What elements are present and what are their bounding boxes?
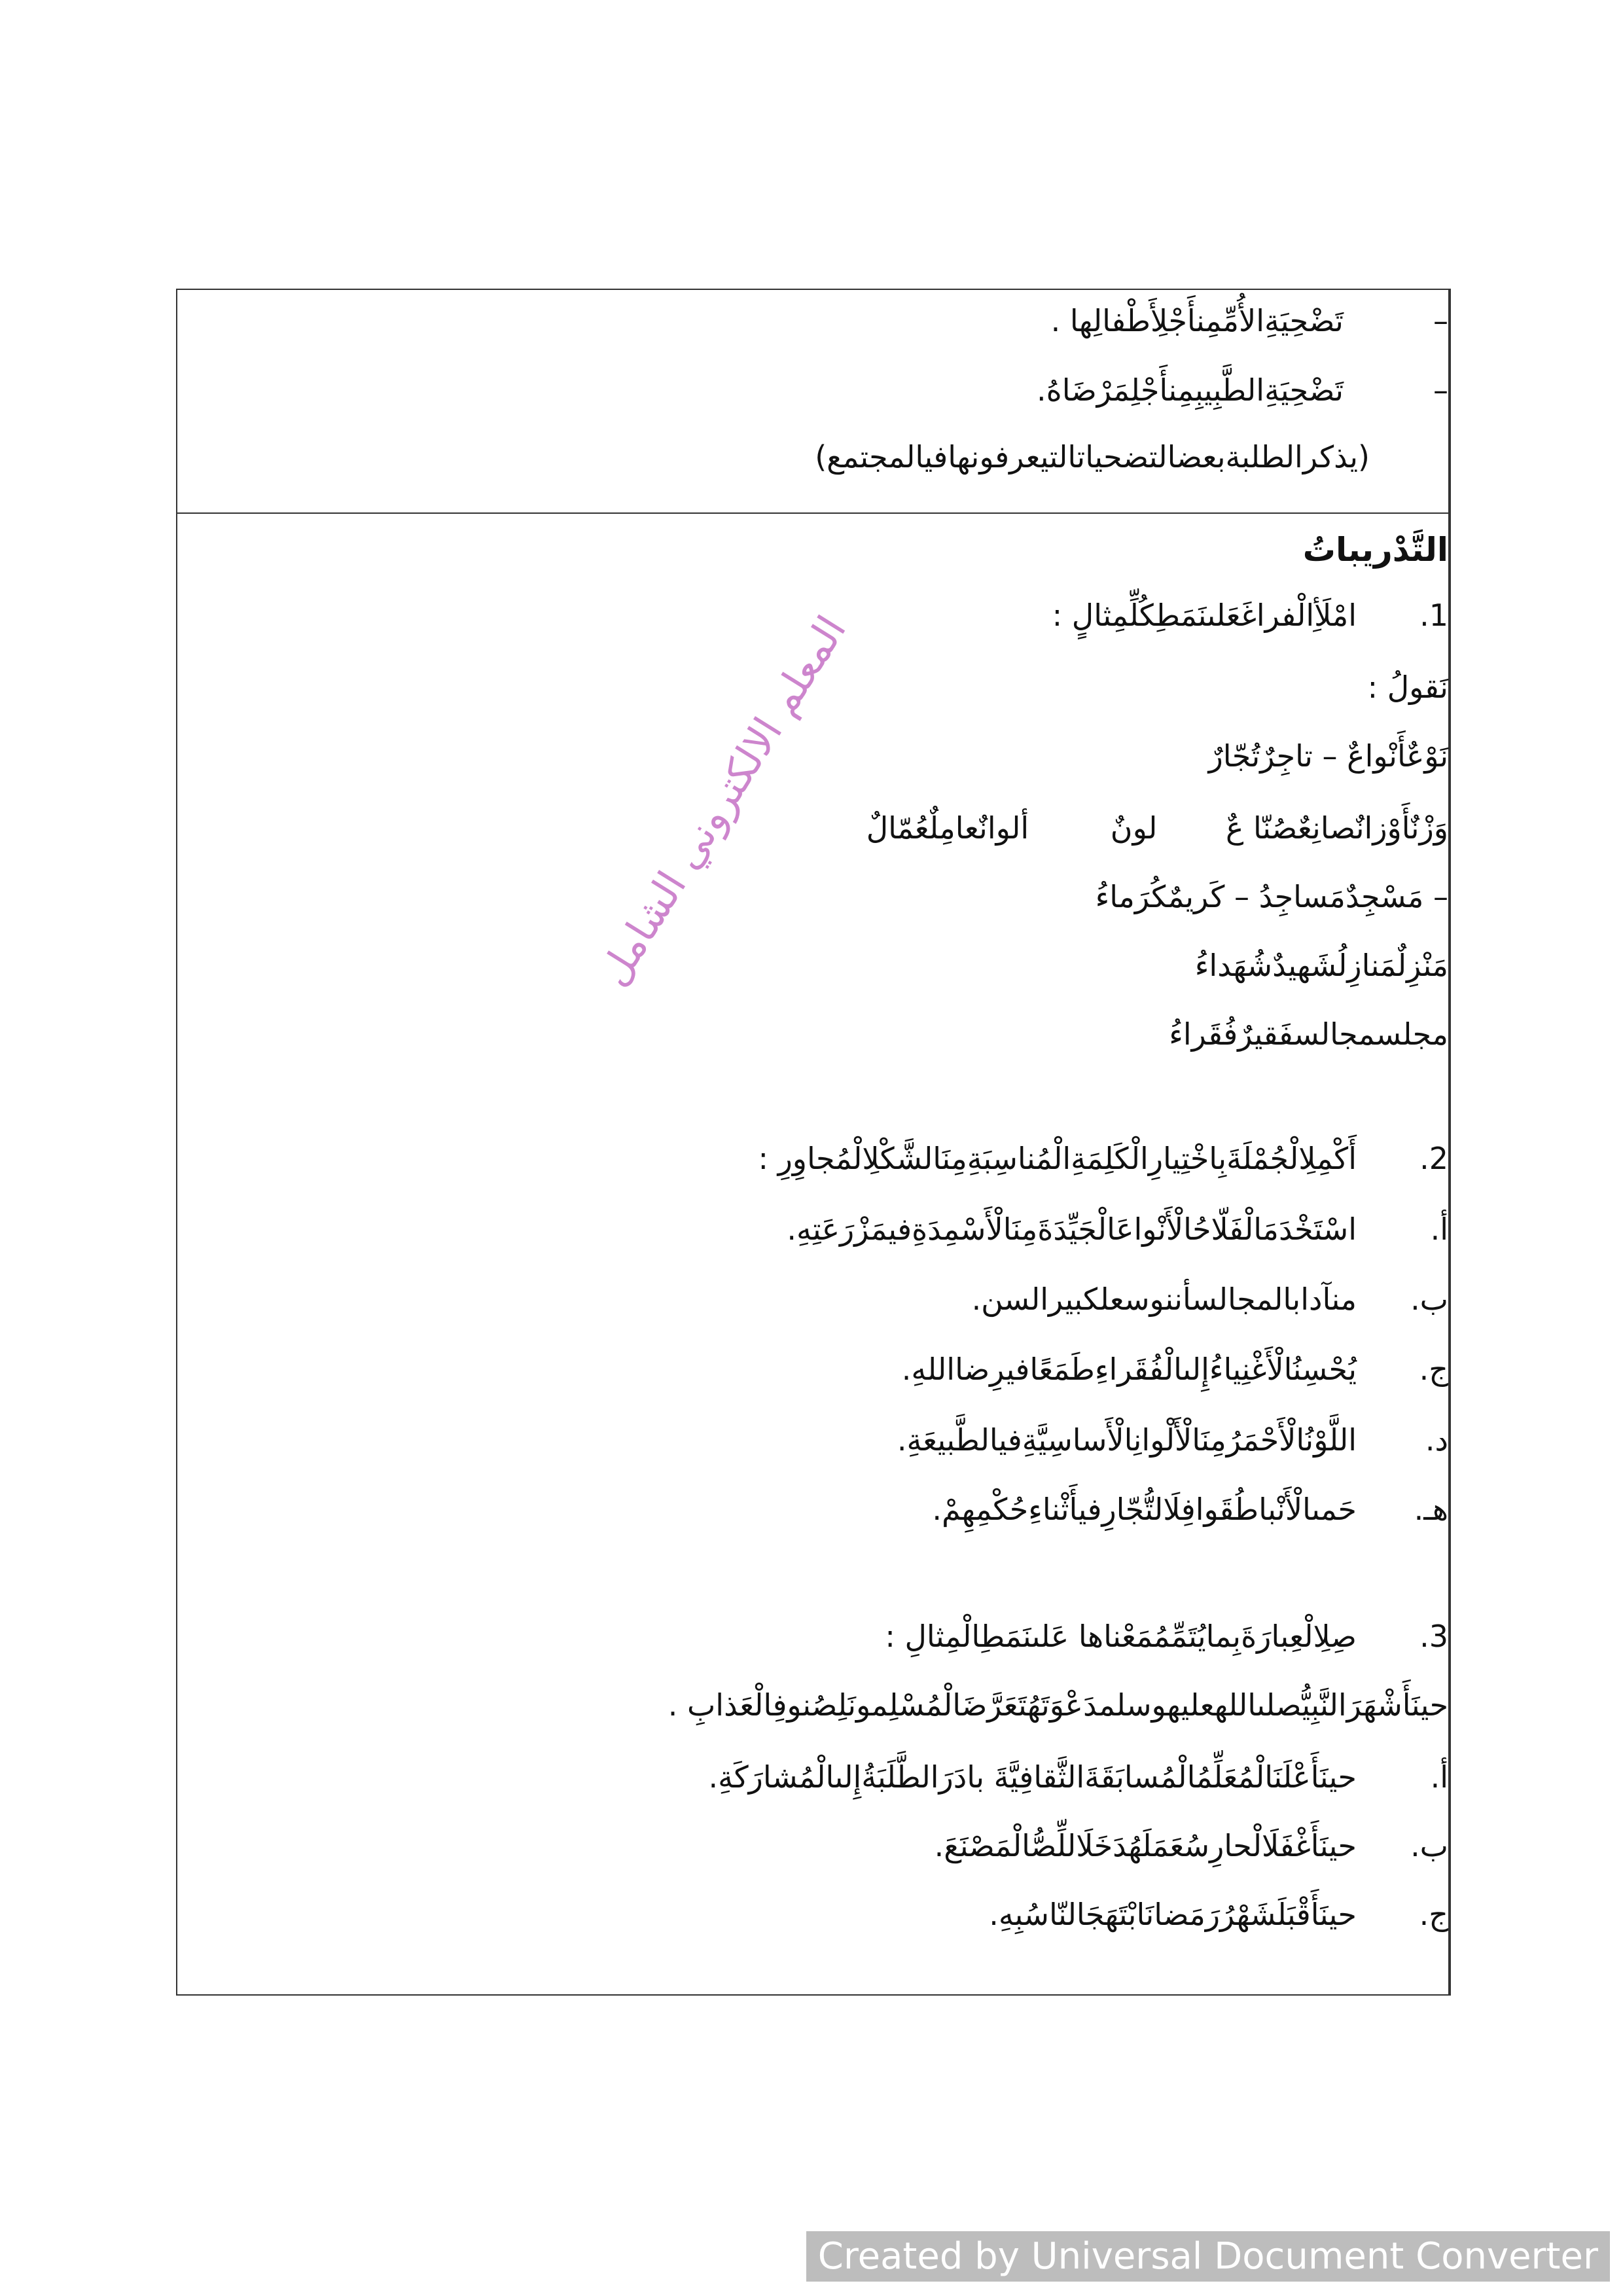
exercise-1-instruction: 1.امْلَأِالْفراغَعَلىنَمَطِكُلِّمِثالٍ : bbox=[1052, 598, 1448, 633]
exercise-1-line-1: نَوْعٌأَنْواعٌ – تاجِرٌتُجّارٌ bbox=[1208, 738, 1448, 774]
exercise-1-line-3: – مَسْجِدٌمَساجِدُ – كَريمٌكُرَماءُ bbox=[1095, 879, 1448, 914]
watermark: المعلم الالكتروني الشامل bbox=[589, 607, 855, 994]
exercise-1-line-5: مجلسمجالسفَقيرٌفُقَراءُ bbox=[1169, 1016, 1448, 1052]
exercise-2-item-c: ج.يُحْسِنُالْأَغْنِياءُإِلىالْفُقَراءِطَمَعًافيرِضااللهِ. bbox=[901, 1352, 1448, 1387]
table-row-exercises bbox=[177, 514, 1450, 1994]
exercise-3-instruction: 3.صِلِالْعِبارَةَبِمايُتَمِّمُمَعْناها عَلىنَمَطِالْمِثالِ : bbox=[885, 1619, 1448, 1654]
empty-side-cell bbox=[177, 290, 276, 512]
exercise-1-line-4: مَنْزِلٌمَنازِلُشَهيدٌشُهَداءُ bbox=[1194, 948, 1448, 983]
exercise-2-item-b: ب.منآدابالمجالسأننوسعلكبيرالسن. bbox=[971, 1282, 1448, 1317]
dash-marker: – bbox=[1433, 372, 1448, 408]
sacrifice-item-1: – تَضْحِيَةِالأُمِّمِنأَجْلِأَطْفالِها . bbox=[1050, 303, 1448, 338]
exercise-3-item-b: ب.حينَأَغْفَلَالْحارِسُعَمَلَهُدَخَلَاللِّصُّالْمَصْنَعَ. bbox=[934, 1828, 1448, 1863]
exercises-title: التَّدْريباتُ bbox=[1302, 531, 1448, 569]
exercise-1-line-2: وَزْنٌأَوْزانٌصانِعٌصُنّا عٌ لونٌ ألوانٌعامِلٌعُمّالٌ bbox=[866, 810, 1448, 846]
exercise-number: 2. bbox=[1419, 1141, 1448, 1176]
exercise-2-instruction: 2.أَكْمِلِالْجُمْلَةَبِاخْتِيارِالْكَلِمَةِالْمُناسِبَةِمِنَالشَّكْلِالْمُجاوِرِ : bbox=[758, 1141, 1448, 1176]
table-row-top bbox=[177, 290, 1450, 514]
exercise-1-intro: نَقولُ : bbox=[1367, 670, 1448, 705]
dash-marker: – bbox=[1433, 303, 1448, 338]
exercise-number: 1. bbox=[1419, 598, 1448, 633]
empty-side-cell bbox=[177, 514, 276, 1994]
exercise-2-item-e: هـ.حَمىالْأَنْباطُقَوافِلَالتُّجّارِفيأَثْناءِحُكْمِهِمْ. bbox=[932, 1492, 1448, 1527]
sacrifice-item-2: – تَضْحِيَةِالطَّبِيبِمِنأَجْلِمَرْضَاهُ. bbox=[1036, 372, 1448, 408]
teacher-note: (يذكرالطلبةبعضالتضحياتالتيعرفونهافيالمجتمع) bbox=[815, 439, 1370, 475]
content-table bbox=[176, 289, 1451, 1996]
exercises-cell bbox=[276, 514, 1450, 1994]
exercise-3-example: حينَأَشْهَرَالنَّبِيُّصلىاللهعليهوسلمدَعْوَتَهُتَعَرَّضَالْمُسْلِمونَلِصُنوفِالْعَذابِ . bbox=[668, 1687, 1448, 1723]
exercise-2-item-a: أ.اسْتَخْدَمَالْفَلّاحُالْأَنْواعَالْجَيِّدَةَمِنَالْأَسْمِدَةِفيمَزْرَعَتِهِ. bbox=[787, 1211, 1448, 1247]
exercise-2-item-d: د.اللَّوْنُالْأَحْمَرُمِنَالْأَلْوانِالْأَساسِيَّةِفيالطَّبيعَةِ. bbox=[897, 1422, 1448, 1458]
top-content-cell bbox=[276, 290, 1450, 512]
exercise-3-item-c: ج.حينَأَقْبَلَشَهْرُرَمَضانَابْتَهَجَالنّاسُبِهِ. bbox=[989, 1897, 1448, 1932]
converter-footer-badge: Created by Universal Document Converter bbox=[806, 2231, 1610, 2282]
exercise-3-item-a: أ.حينَأَعْلَنَالْمُعَلِّمُالْمُسابَقَةَالثَّقافِيَّةَ بادَرَالطَّلَبَةُإِلىالْمُشارَكَةِ. bbox=[708, 1759, 1448, 1795]
exercise-number: 3. bbox=[1419, 1619, 1448, 1654]
